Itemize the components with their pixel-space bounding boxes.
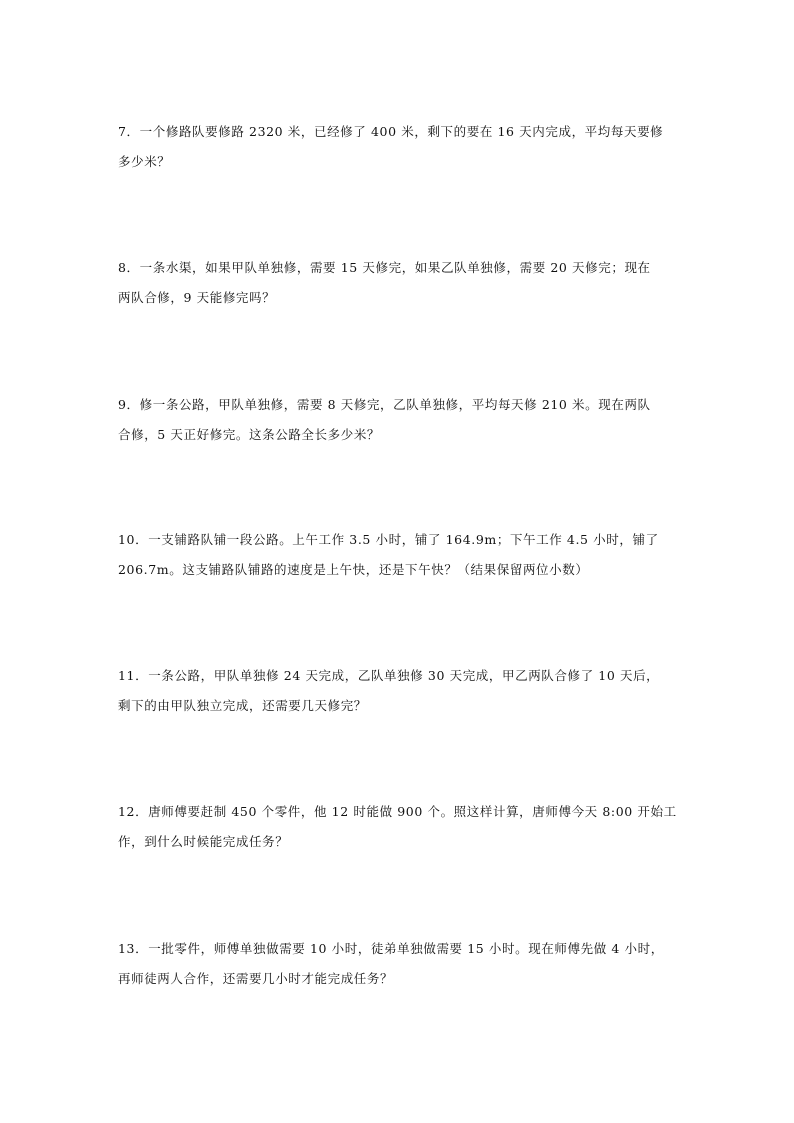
problem-13-line-1: 13．一批零件，师傅单独做需要 10 小时，徒弟单独做需要 15 小时。现在师傅先做 4 小时， — [118, 941, 664, 956]
problem-11-line-1: 11．一条公路，甲队单独修 24 天完成，乙队单独修 30 天完成，甲乙两队合修了 10 天后， — [118, 668, 660, 683]
problem-7 — [118, 117, 698, 177]
problem-8 — [118, 253, 698, 313]
problem-9-line-2: 合修，5 天正好修完。这条公路全长多少米？ — [118, 427, 381, 442]
problem-7-line-2: 多少米？ — [118, 154, 171, 169]
problem-10 — [118, 525, 698, 585]
problem-12-line-1: 12．唐师傅要赶制 450 个零件，他 12 时能做 900 个。照这样计算，唐师傅今天 8:00 开始工 — [118, 804, 677, 819]
problem-10-line-1: 10．一支铺路队铺一段公路。上午工作 3.5 小时，铺了 164.9m；下午工作 4.5 小时，铺了 — [118, 532, 659, 547]
problem-13-line-2: 再师徒两人合作，还需要几小时才能完成任务？ — [118, 971, 394, 986]
problem-8-line-2: 两队合修，9 天能修完吗？ — [118, 290, 276, 305]
problem-9-line-1: 9．修一条公路，甲队单独修，需要 8 天修完，乙队单独修，平均每天修 210 米。现在两队 — [118, 397, 651, 412]
problem-7-line-1: 7．一个修路队要修路 2320 米，已经修了 400 米，剩下的要在 16 天内完成，平均每天要修 — [118, 124, 664, 139]
problem-8-line-1: 8．一条水渠，如果甲队单独修，需要 15 天修完，如果乙队单独修，需要 20 天修完；现在 — [118, 260, 651, 275]
problem-12-line-2: 作，到什么时候能完成任务？ — [118, 834, 289, 849]
problem-10-line-2: 206.7m。这支铺路队铺路的速度是上午快，还是下午快？（结果保留两位小数） — [118, 562, 589, 577]
problem-13 — [118, 934, 698, 994]
problem-9 — [118, 390, 698, 450]
problem-11-line-2: 剩下的由甲队独立完成，还需要几天修完？ — [118, 698, 367, 713]
problem-11 — [118, 661, 698, 721]
problem-12 — [118, 797, 698, 857]
